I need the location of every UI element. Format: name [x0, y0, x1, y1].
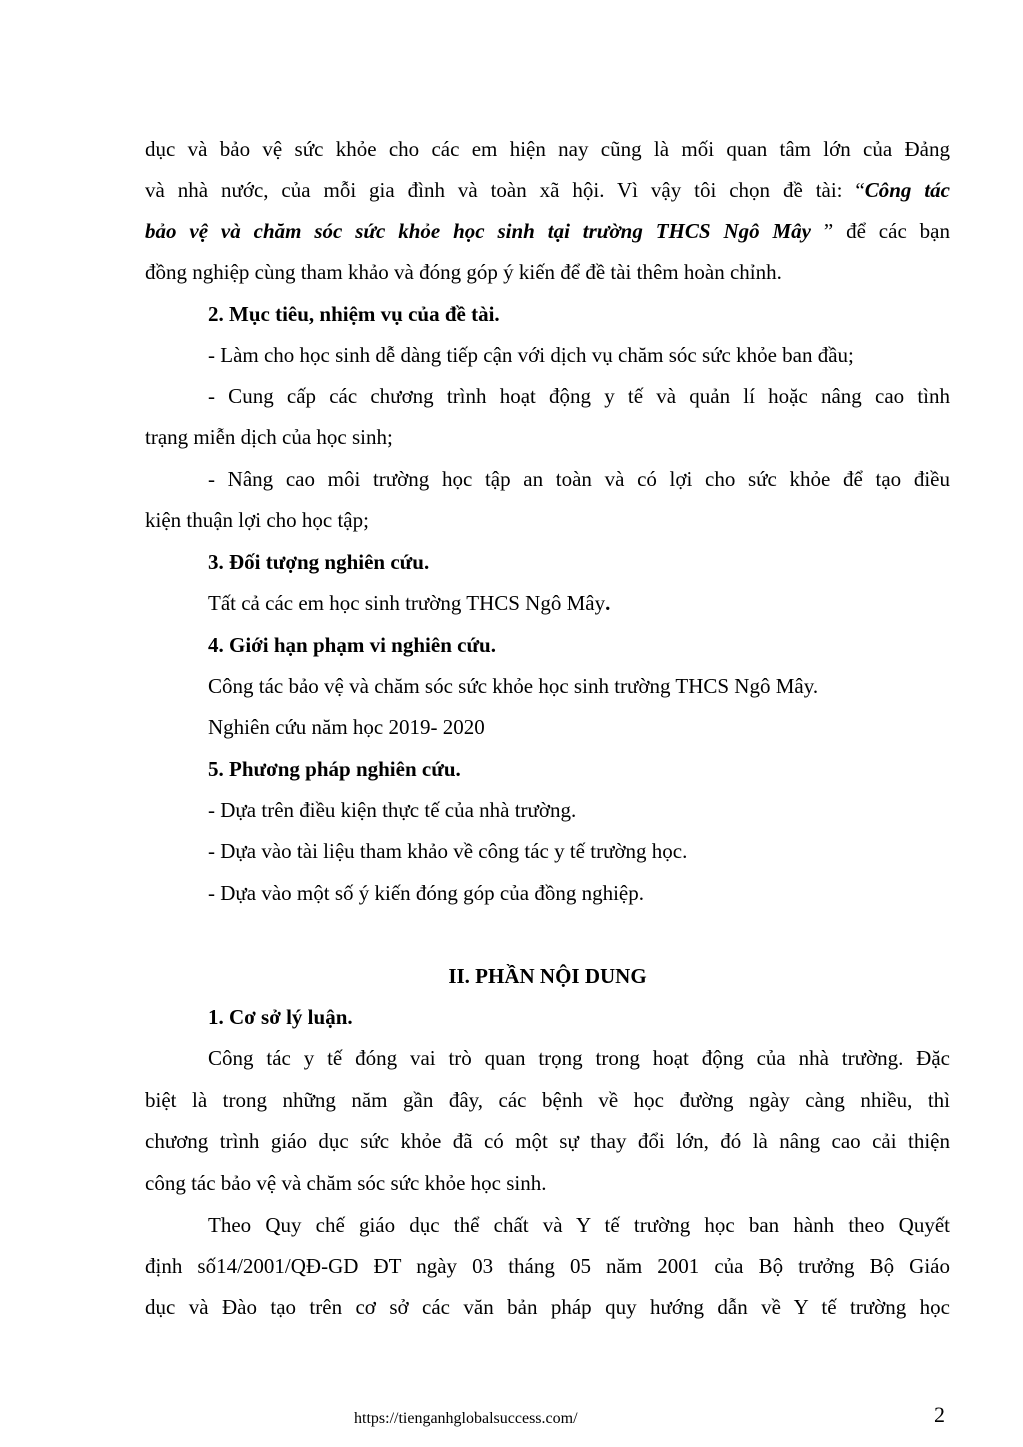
part-2-para-1-line-1: Công tác y tế đóng vai trò quan trọng trong hoạt động của nhà trường. Đặc [208, 1046, 950, 1070]
section-5-item-2: - Dựa vào tài liệu tham khảo về công tác y tế trường học. [208, 839, 688, 863]
intro-line-2-text: và nhà nước, của mỗi gia đình và toàn xã hội. Vì vậy tôi chọn đề tài: “ [145, 178, 865, 202]
intro-line-3-text: ” để các bạn [811, 219, 950, 243]
subsection-1-heading: 1. Cơ sở lý luận. [208, 1005, 353, 1029]
section-3-heading: 3. Đối tượng nghiên cứu. [208, 550, 430, 574]
section-4-heading: 4. Giới hạn phạm vi nghiên cứu. [208, 633, 496, 657]
intro-line-1: dục và bảo vệ sức khỏe cho các em hiện nay cũng là mối quan tâm lớn của Đảng [145, 137, 950, 161]
section-2-heading: 2. Mục tiêu, nhiệm vụ của đề tài. [208, 302, 500, 326]
section-5-item-3: - Dựa vào một số ý kiến đóng góp của đồng nghiệp. [208, 881, 644, 905]
footer-url: https://tienganhglobalsuccess.com/ [354, 1410, 578, 1427]
section-2-item-3-line-1: - Nâng cao môi trường học tập an toàn và có lợi cho sức khỏe để tạo điều [208, 467, 950, 491]
intro-line-2 [145, 180, 950, 201]
part-2-para-2-line-1: Theo Quy chế giáo dục thể chất và Y tế trường học ban hành theo Quyết [208, 1213, 950, 1237]
section-4-text-2: Nghiên cứu năm học 2019- 2020 [208, 715, 485, 739]
section-2-item-2-line-2: trạng miễn dịch của học sinh; [145, 425, 393, 449]
section-2-item-2-line-1: - Cung cấp các chương trình hoạt động y tế và quản lí hoặc nâng cao tình [208, 384, 950, 408]
page-number: 2 [934, 1402, 945, 1427]
section-2-item-1: - Làm cho học sinh dễ dàng tiếp cận với dịch vụ chăm sóc sức khỏe ban đầu; [208, 343, 854, 367]
part-2-para-1-line-4: công tác bảo vệ và chăm sóc sức khỏe học sinh. [145, 1171, 547, 1195]
part-2-title: II. PHẦN NỘI DUNG [448, 964, 647, 988]
section-5-item-1: - Dựa trên điều kiện thực tế của nhà trường. [208, 798, 577, 822]
intro-line-3 [145, 221, 950, 242]
section-3-text [208, 593, 610, 614]
intro-line-4: đồng nghiệp cùng tham khảo và đóng góp ý kiến để đề tài thêm hoàn chỉnh. [145, 260, 782, 284]
topic-title-start: Công tác [864, 178, 951, 202]
part-2-para-2-line-3: dục và Đào tạo trên cơ sở các văn bản pháp quy hướng dẫn về Y tế trường học [145, 1295, 950, 1319]
section-2-item-3-line-2: kiện thuận lợi cho học tập; [145, 508, 369, 532]
section-3-text-period: . [605, 591, 611, 615]
part-2-para-1-line-3: chương trình giáo dục sức khỏe đã có một sự thay đổi lớn, đó là nâng cao cải thiện [145, 1129, 950, 1153]
section-3-text-main: Tất cả các em học sinh trường THCS Ngô Mây [208, 591, 606, 615]
section-5-heading: 5. Phương pháp nghiên cứu. [208, 757, 461, 781]
part-2-para-1-line-2: biệt là trong những năm gần đây, các bệnh về học đường ngày càng nhiều, thì [145, 1088, 950, 1112]
part-2-para-2-line-2: định số14/2001/QĐ-GD ĐT ngày 03 tháng 05 năm 2001 của Bộ trưởng Bộ Giáo [145, 1254, 950, 1278]
section-4-text-1: Công tác bảo vệ và chăm sóc sức khỏe học sinh trường THCS Ngô Mây. [208, 674, 819, 698]
topic-title-end: bảo vệ và chăm sóc sức khỏe học sinh tại trường THCS Ngô Mây [145, 219, 811, 243]
